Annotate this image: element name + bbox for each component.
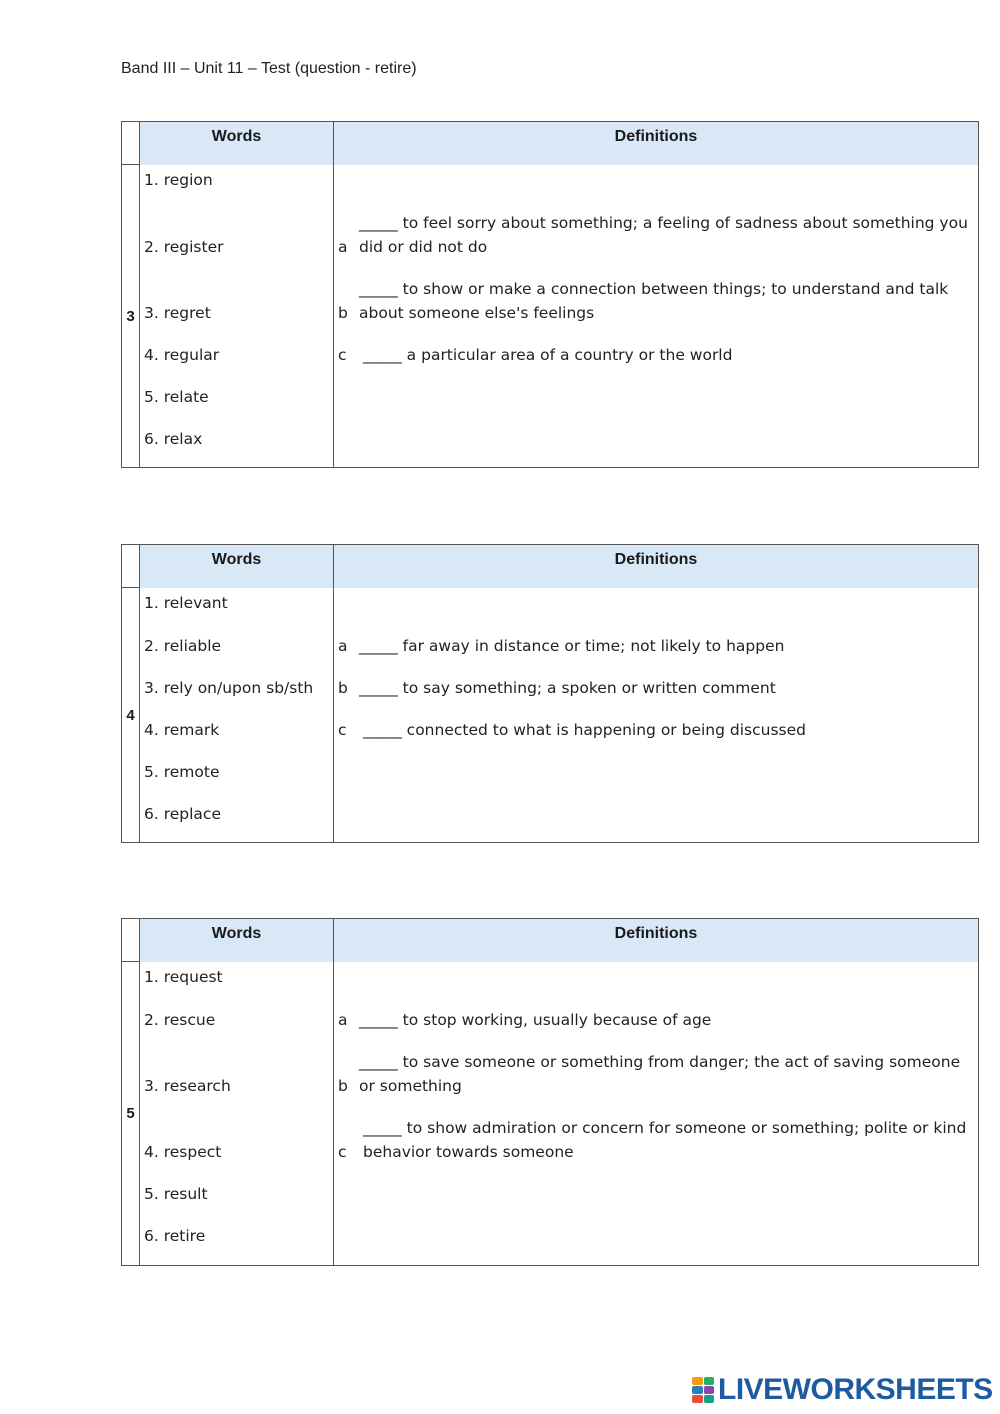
word-item: 2. register — [144, 238, 224, 256]
definition-text: _____ to save someone or something from danger; the act of saving someone or something — [359, 1053, 961, 1095]
definition-item — [338, 676, 970, 700]
definition-item — [338, 1050, 970, 1098]
words-column — [139, 962, 334, 1265]
words-header: Words — [139, 919, 334, 962]
table-number: 3 — [126, 307, 135, 325]
definitions-header: Definitions — [334, 919, 978, 962]
definition-letter: b — [338, 1077, 348, 1095]
vocabulary-table-4 — [121, 544, 979, 843]
definition-text: _____ to show or make a connection between things; to understand and talk about someone else's feelings — [359, 280, 949, 322]
word-item: 4. remark — [144, 721, 220, 739]
table-number: 5 — [126, 1105, 135, 1122]
word-item: 1. request — [144, 968, 223, 986]
definition-item — [338, 277, 970, 325]
page-title: Band III – Unit 11 – Test (question - retire) — [121, 60, 417, 77]
table-header — [122, 122, 978, 165]
definition-text: _____ to stop working, usually because of age — [359, 1011, 712, 1029]
definition-text: _____ a particular area of a country or the world — [363, 346, 733, 364]
word-item: 4. regular — [144, 346, 220, 364]
word-item: 5. relate — [144, 388, 209, 406]
word-item: 2. rescue — [144, 1011, 216, 1029]
definition-text: _____ to show admiration or concern for someone or something; polite or kind behavior towards someone — [363, 1119, 967, 1161]
definitions-header: Definitions — [334, 122, 978, 165]
word-item: 6. retire — [144, 1227, 206, 1245]
definition-item — [338, 718, 970, 742]
words-header: Words — [139, 545, 334, 588]
definition-text: _____ to say something; a spoken or written comment — [359, 679, 776, 697]
table-number: 4 — [126, 706, 135, 724]
definition-text: _____ to feel sorry about something; a feeling of sadness about something you did or did not do — [359, 214, 968, 256]
word-item: 1. region — [144, 171, 213, 189]
liveworksheets-logo-icon — [692, 1377, 714, 1403]
definitions-header: Definitions — [334, 545, 978, 588]
word-item: 6. replace — [144, 805, 221, 823]
definition-letter: c — [338, 346, 347, 364]
definition-letter: a — [338, 637, 348, 655]
definition-letter: c — [338, 1143, 347, 1161]
words-column — [139, 165, 334, 467]
definition-letter: a — [338, 1011, 348, 1029]
definition-letter: c — [338, 721, 347, 739]
logo-text: LIVEWORKSHEETS — [718, 1373, 993, 1406]
word-item: 5. result — [144, 1185, 208, 1203]
definition-item — [338, 1116, 970, 1164]
definition-item — [338, 1008, 970, 1032]
word-item: 3. regret — [144, 304, 211, 322]
vocabulary-table-5 — [121, 918, 979, 1266]
definition-letter: b — [338, 679, 348, 697]
word-item: 3. research — [144, 1077, 231, 1095]
definition-text: _____ connected to what is happening or being discussed — [363, 721, 806, 739]
table-header — [122, 545, 978, 588]
word-item: 2. reliable — [144, 637, 222, 655]
liveworksheets-logo[interactable] — [692, 1373, 993, 1407]
definitions-column — [334, 588, 978, 842]
definitions-column — [334, 962, 978, 1265]
table-header — [122, 919, 978, 962]
word-item: 4. respect — [144, 1143, 222, 1161]
definitions-column — [334, 165, 978, 467]
definition-text: _____ far away in distance or time; not likely to happen — [359, 637, 785, 655]
definition-letter: a — [338, 238, 348, 256]
word-item: 3. rely on/upon sb/sth — [144, 679, 314, 697]
definition-item — [338, 211, 970, 259]
word-item: 6. relax — [144, 430, 203, 448]
definition-item — [338, 343, 970, 367]
definition-item — [338, 634, 970, 658]
vocabulary-table-3 — [121, 121, 979, 468]
word-item: 5. remote — [144, 763, 220, 781]
definition-letter: b — [338, 304, 348, 322]
words-header: Words — [139, 122, 334, 165]
word-item: 1. relevant — [144, 594, 228, 612]
words-column — [139, 588, 334, 842]
